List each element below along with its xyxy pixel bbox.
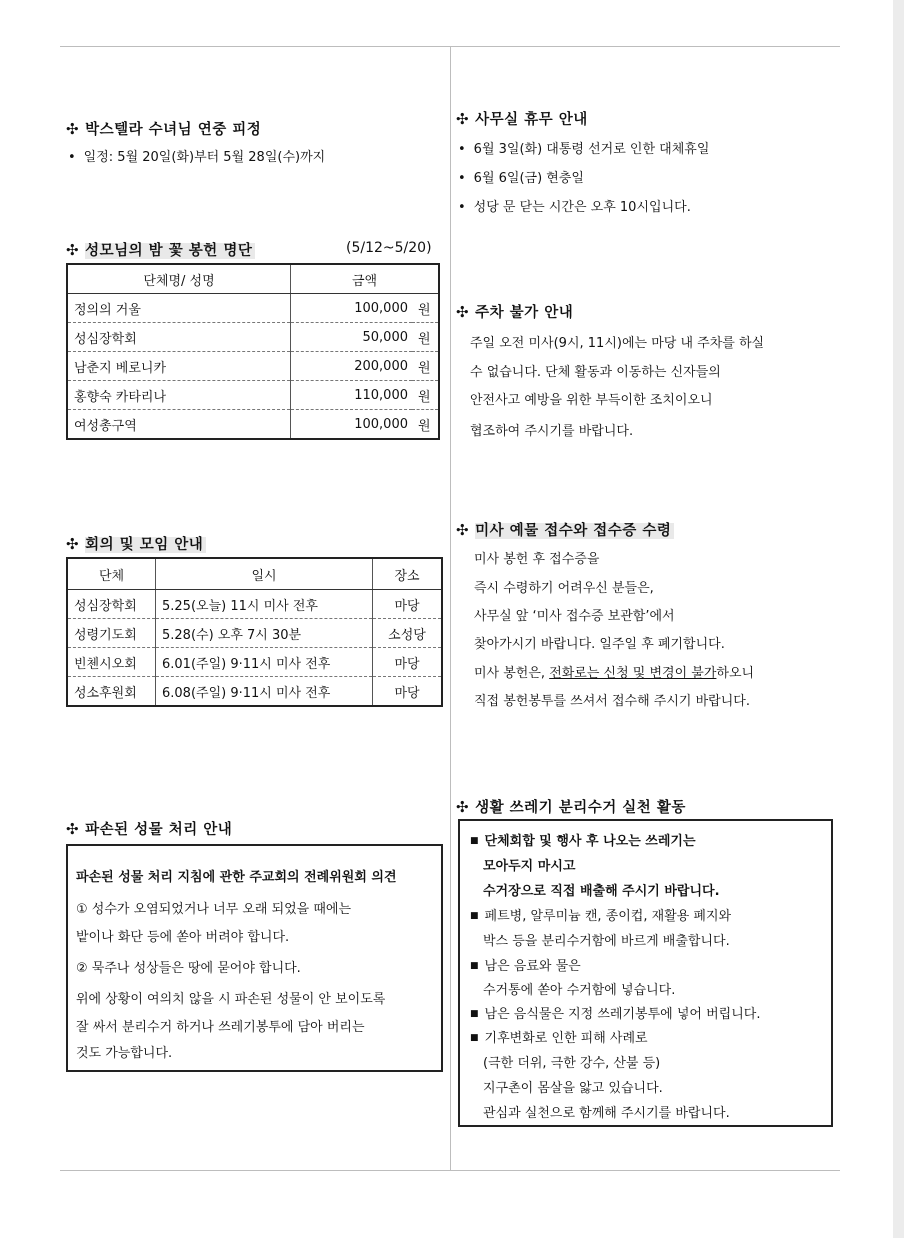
office-closure-item: • 6월 6일(금) 현충일 — [458, 167, 584, 186]
office-closure-item: • 6월 3일(화) 대통령 선거로 인한 대체휴일 — [458, 138, 709, 157]
meeting-group: 빈첸시오회 — [67, 648, 156, 677]
meeting-group: 성심장학회 — [67, 590, 156, 619]
currency-unit: 원 — [412, 381, 439, 410]
meeting-group: 성령기도회 — [67, 619, 156, 648]
recycling-item-bold: ■ 단체회합 및 행사 후 나오는 쓰레기는 — [470, 830, 696, 849]
currency-unit: 원 — [412, 352, 439, 381]
mass-offering-line: 미사 봉헌 후 접수증을 — [474, 552, 600, 567]
no-parking-line: 협조하여 주시기를 바랍니다. — [470, 424, 634, 439]
damaged-items-line: ① 성수가 오염되었거나 너무 오래 되었을 때에는 — [76, 902, 352, 917]
table-header-row — [67, 558, 442, 590]
cross-icon: ✣ — [456, 110, 470, 128]
recycling-item-cont: (극한 더위, 극한 강수, 산불 등) — [483, 1056, 661, 1071]
donor-amount: 200,000 — [291, 352, 413, 381]
mass-offering-line-phone-notice — [474, 662, 754, 681]
donor-name: 정의의 거울 — [67, 294, 291, 323]
mass-offering-line: 즉시 수령하기 어려우신 분들은, — [474, 581, 654, 596]
mass-offering-text: 미사 봉헌은, — [474, 666, 550, 681]
meeting-when: 5.25(오늘) 11시 미사 전후 — [156, 590, 373, 619]
bottom-rule — [60, 1170, 840, 1171]
donor-name: 여성총구역 — [67, 410, 291, 440]
donor-name: 홍향숙 카타리나 — [67, 381, 291, 410]
flower-offering-table — [66, 263, 440, 440]
meeting-when: 6.01(주일) 9·11시 미사 전후 — [156, 648, 373, 677]
recycling-item-cont: 박스 등을 분리수거함에 바르게 배출합니다. — [483, 934, 730, 949]
header-name: 단체명/ 성명 — [67, 264, 291, 294]
column-divider — [450, 46, 451, 1170]
sister-retreat-heading: ✣ 박스텔라 수녀님 연중 피정 — [66, 120, 262, 138]
recycling-item-cont: 관심과 실천으로 함께해 주시기를 바랍니다. — [483, 1106, 730, 1121]
cross-icon: ✣ — [66, 535, 80, 553]
sister-retreat-schedule: • 일정: 5월 20일(화)부터 5월 28일(수)까지 — [68, 146, 325, 165]
mass-offering-line: 찾아가시기 바랍니다. 일주일 후 폐기합니다. — [474, 637, 725, 652]
recycling-item-cont: 지구촌이 몸살을 앓고 있습니다. — [483, 1081, 663, 1096]
meeting-when: 5.28(수) 오후 7시 30분 — [156, 619, 373, 648]
recycling-item: ■ 기후변화로 인한 피해 사례로 — [470, 1027, 648, 1046]
recycling-item-cont: 수거통에 쏟아 수거함에 넣습니다. — [483, 983, 676, 998]
damaged-items-line: 위에 상황이 여의치 않을 시 파손된 성물이 안 보이도록 — [76, 992, 386, 1007]
recycling-box — [458, 819, 833, 1127]
table-row — [67, 619, 442, 648]
table-row — [67, 648, 442, 677]
recycling-item: ■ 남은 음료와 물은 — [470, 955, 581, 974]
meeting-place: 마당 — [373, 590, 443, 619]
office-closure-item: • 성당 문 닫는 시간은 오후 10시입니다. — [458, 196, 691, 215]
currency-unit: 원 — [412, 294, 439, 323]
damaged-items-box — [66, 844, 443, 1072]
mass-offering-text: 하오니 — [716, 666, 755, 681]
donor-amount: 100,000 — [291, 410, 413, 440]
donor-amount: 100,000 — [291, 294, 413, 323]
meeting-place: 마당 — [373, 677, 443, 707]
damaged-items-line: 것도 가능합니다. — [76, 1046, 173, 1061]
table-row — [67, 381, 439, 410]
no-parking-line: 주일 오전 미사(9시, 11시)에는 마당 내 주차를 하실 — [470, 336, 765, 351]
donor-name: 남춘지 베로니카 — [67, 352, 291, 381]
mass-offering-heading: ✣ 미사 예물 접수와 접수증 수령 — [456, 519, 674, 540]
currency-unit: 원 — [412, 410, 439, 440]
donor-amount: 50,000 — [291, 323, 413, 352]
meeting-when: 6.08(주일) 9·11시 미사 전후 — [156, 677, 373, 707]
no-parking-heading: ✣ 주차 불가 안내 — [456, 303, 574, 321]
damaged-items-line: 밭이나 화단 등에 쏟아 버려야 합니다. — [76, 930, 290, 945]
recycling-item: ■ 페트병, 알루미늄 캔, 종이컵, 재활용 폐지와 — [470, 905, 731, 924]
office-closure-heading: ✣ 사무실 휴무 안내 — [456, 110, 588, 128]
meetings-heading: ✣ 회의 및 모임 안내 — [66, 533, 206, 554]
damaged-items-line: 잘 싸서 분리수거 하거나 쓰레기봉투에 담아 버리는 — [76, 1020, 365, 1035]
damaged-items-box-title: 파손된 성물 처리 지침에 관한 주교회의 전례위원회 의견 — [76, 870, 397, 885]
damaged-items-heading: ✣ 파손된 성물 처리 안내 — [66, 820, 233, 838]
meeting-place: 마당 — [373, 648, 443, 677]
table-row — [67, 294, 439, 323]
cross-icon: ✣ — [456, 303, 470, 321]
donor-name: 성심장학회 — [67, 323, 291, 352]
no-parking-line: 안전사고 예방을 위한 부득이한 조치이오니 — [470, 393, 713, 408]
donor-amount: 110,000 — [291, 381, 413, 410]
flower-offering-heading: ✣ 성모님의 밤 꽃 봉헌 명단 — [66, 239, 255, 260]
header-group: 단체 — [67, 558, 156, 590]
mass-offering-underlined-text: 전화로는 신청 및 변경이 불가 — [549, 666, 717, 681]
header-when: 일시 — [156, 558, 373, 590]
table-row — [67, 410, 439, 440]
table-row — [67, 677, 442, 707]
damaged-items-line: ② 묵주나 성상들은 땅에 묻어야 합니다. — [76, 961, 301, 976]
meetings-table — [66, 557, 443, 707]
cross-icon: ✣ — [66, 120, 80, 138]
recycling-item: ■ 남은 음식물은 지정 쓰레기봉투에 넣어 버립니다. — [470, 1003, 760, 1022]
cross-icon: ✣ — [456, 521, 470, 539]
header-place: 장소 — [373, 558, 443, 590]
cross-icon: ✣ — [66, 820, 80, 838]
no-parking-line: 수 없습니다. 단체 활동과 이동하는 신자들의 — [470, 365, 721, 380]
flower-offering-period: (5/12~5/20) — [346, 240, 432, 256]
cross-icon: ✣ — [456, 798, 470, 816]
recycling-item-bold-cont: 수거장으로 직접 배출해 주시기 바랍니다. — [483, 884, 720, 899]
recycling-heading: ✣ 생활 쓰레기 분리수거 실천 활동 — [456, 798, 686, 816]
recycling-item-bold-cont: 모아두지 마시고 — [483, 859, 576, 874]
table-row — [67, 352, 439, 381]
mass-offering-line: 직접 봉헌봉투를 쓰셔서 접수해 주시기 바랍니다. — [474, 694, 750, 709]
cross-icon: ✣ — [66, 241, 80, 259]
mass-offering-line: 사무실 앞 ‘미사 접수증 보관함’에서 — [474, 609, 675, 624]
table-header-row — [67, 264, 439, 294]
table-row — [67, 323, 439, 352]
table-row — [67, 590, 442, 619]
header-amount: 금액 — [291, 264, 440, 294]
meeting-group: 성소후원회 — [67, 677, 156, 707]
currency-unit: 원 — [412, 323, 439, 352]
meeting-place: 소성당 — [373, 619, 443, 648]
